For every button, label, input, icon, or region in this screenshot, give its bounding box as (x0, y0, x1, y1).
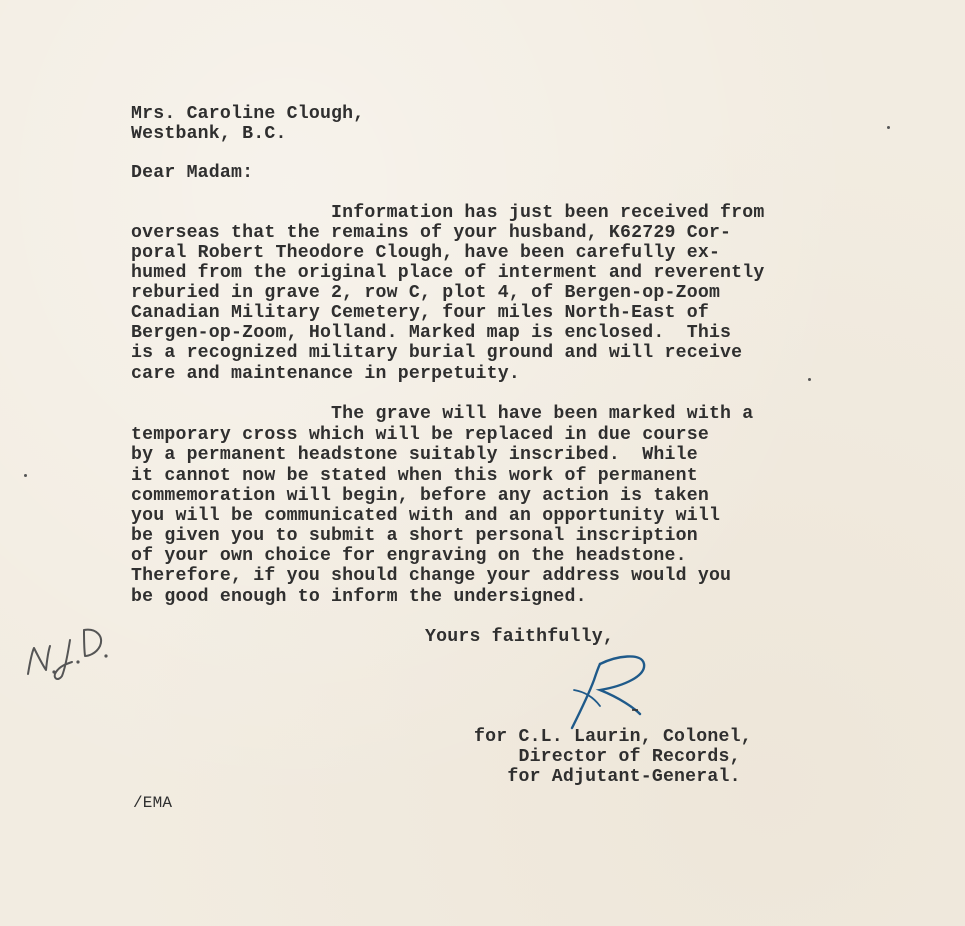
signature-role-line: for Adjutant-General. (474, 767, 741, 787)
paragraph-line: by a permanent headstone suitably inscribed. While (131, 445, 698, 465)
reference-initials: /EMA (133, 794, 173, 812)
paragraph-line: temporary cross which will be replaced in due course (131, 425, 709, 445)
paragraph-line: be given you to submit a short personal inscription (131, 526, 698, 546)
paragraph-line: it cannot now be stated when this work of permanent (131, 466, 698, 486)
recipient-name: Mrs. Caroline Clough, (131, 104, 365, 124)
paragraph-line: you will be communicated with and an opportunity will (131, 506, 721, 526)
salutation: Dear Madam: (131, 163, 254, 183)
paragraph-line: humed from the original place of interment and reverently (131, 263, 765, 283)
paper-speck (808, 378, 811, 381)
paragraph-line: The grave will have been marked with a (131, 404, 754, 424)
paragraph-line: poral Robert Theodore Clough, have been carefully ex- (131, 243, 721, 263)
paragraph-line: be good enough to inform the undersigned. (131, 587, 587, 607)
paragraph-line: overseas that the remains of your husband, K62729 Cor- (131, 223, 732, 243)
closing: Yours faithfully, (425, 627, 614, 647)
paragraph-line: Information has just been received from (131, 203, 765, 223)
signature-name-line: for C.L. Laurin, Colonel, (474, 727, 752, 747)
signature-title-line: Director of Records, (474, 747, 741, 767)
paper-speck (887, 126, 890, 129)
paper-speck (24, 474, 27, 477)
signature-mark (560, 650, 670, 735)
paragraph-line: commemoration will begin, before any action is taken (131, 486, 709, 506)
paragraph-line: Therefore, if you should change your address would you (131, 566, 732, 586)
paragraph-line: of your own choice for engraving on the headstone. (131, 546, 687, 566)
paragraph-line: is a recognized military burial ground and will receive (131, 343, 743, 363)
handwritten-note-initials (22, 622, 112, 682)
recipient-address: Westbank, B.C. (131, 124, 287, 144)
paragraph-line: care and maintenance in perpetuity. (131, 364, 520, 384)
paragraph-line: Canadian Military Cemetery, four miles North-East of (131, 303, 709, 323)
paragraph-line: Bergen-op-Zoom, Holland. Marked map is enclosed. This (131, 323, 732, 343)
paragraph-line: reburied in grave 2, row C, plot 4, of Bergen-op-Zoom (131, 283, 721, 303)
